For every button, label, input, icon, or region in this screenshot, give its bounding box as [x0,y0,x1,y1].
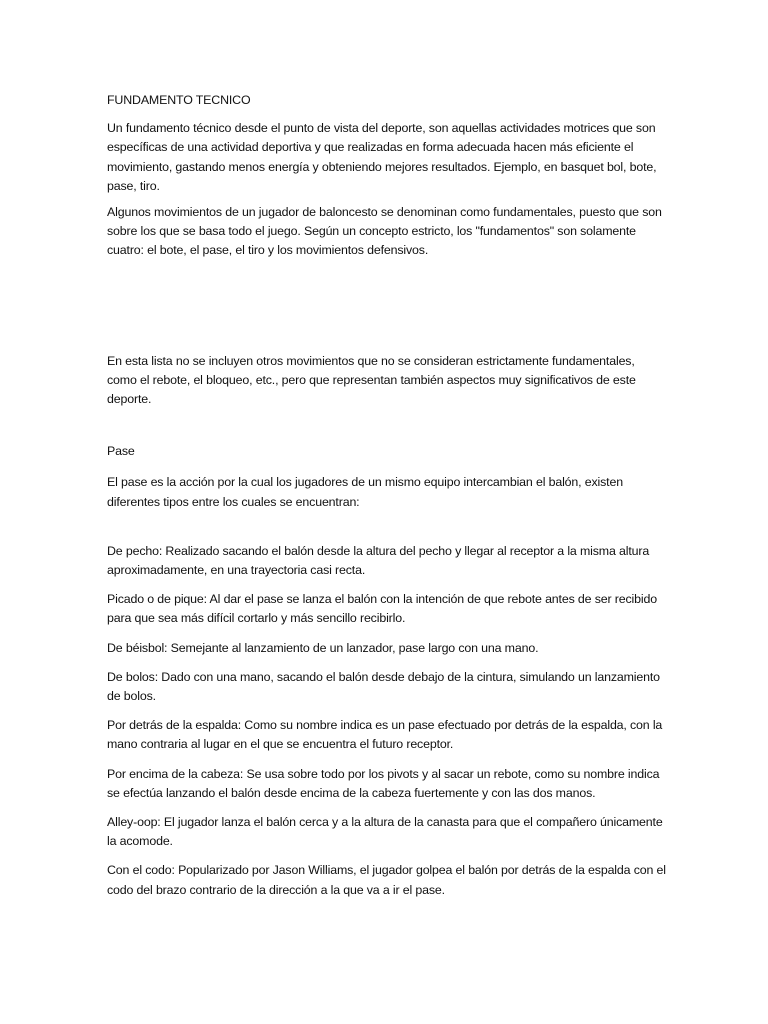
pass-type-item: De bolos: Dado con una mano, sacando el balón desde debajo de la cintura, simulando un lanzamiento de bolos. [107,669,660,704]
note-paragraph: En esta lista no se incluyen otros movimientos que no se consideran estrictamente fundamentales, como el rebote, el bloqueo, etc., pero que representan también aspectos muy significativos de este deporte. [107,353,636,407]
pass-type-item: Con el codo: Popularizado por Jason Williams, el jugador golpea el balón por detrás de la espalda con el codo del brazo contrario de la dirección a la que va a ir el pase. [107,863,666,897]
pass-type-item: De pecho: Realizado sacando el balón desde la altura del pecho y llegar al receptor a la misma altura aproximadamente, en una trayectoria casi recta. [107,543,650,578]
pass-type-item: Alley-oop: El jugador lanza el balón cerca y a la altura de la canasta para que el compañero únicamente la acomode. [107,815,663,849]
document-title: FUNDAMENTO TECNICO [107,93,251,107]
pass-type-item: Por encima de la cabeza: Se usa sobre todo por los pivots y al sacar un rebote, como su nombre indica se efectúa lanzando el balón desde encima de la cabeza fuertemente y con las dos manos. [107,766,660,800]
section-intro: El pase es la acción por la cual los jugadores de un mismo equipo intercambian el balón, existen diferentes tipos entre los cuales se encuentran: [107,475,623,509]
intro-paragraph-1: Un fundamento técnico desde el punto de vista del deporte, son aquellas actividades motrices que son específicas de una actividad deportiva y que realizadas en forma adecuada hacen más eficiente el movimiento, gastando menos energía y obteniendo mejores resultados. Ejemplo, en basquet bol, bote, pase, tiro. [107,121,657,193]
pass-type-item: Por detrás de la espalda: Como su nombre indica es un pase efectuado por detrás de la espalda, con la mano contraria al lugar en el que se encuentra el futuro receptor. [107,718,663,752]
intro-paragraph-2: Algunos movimientos de un jugador de baloncesto se denominan como fundamentales, puesto que son sobre los que se basa todo el juego. Según un concepto estricto, los "fundamentos" son solamente cuatro: el bote, el pase, el tiro y los movimientos defensivos. [107,205,662,258]
section-title-pase: Pase [107,444,135,459]
pass-type-item: Picado o de pique: Al dar el pase se lanza el balón con la intención de que rebote antes de ser recibido para que sea más difícil cortarlo y más sencillo recibirlo. [107,592,657,626]
document-page [107,91,667,900]
pass-type-item: De béisbol: Semejante al lanzamiento de un lanzador, pase largo con una mano. [107,640,539,655]
